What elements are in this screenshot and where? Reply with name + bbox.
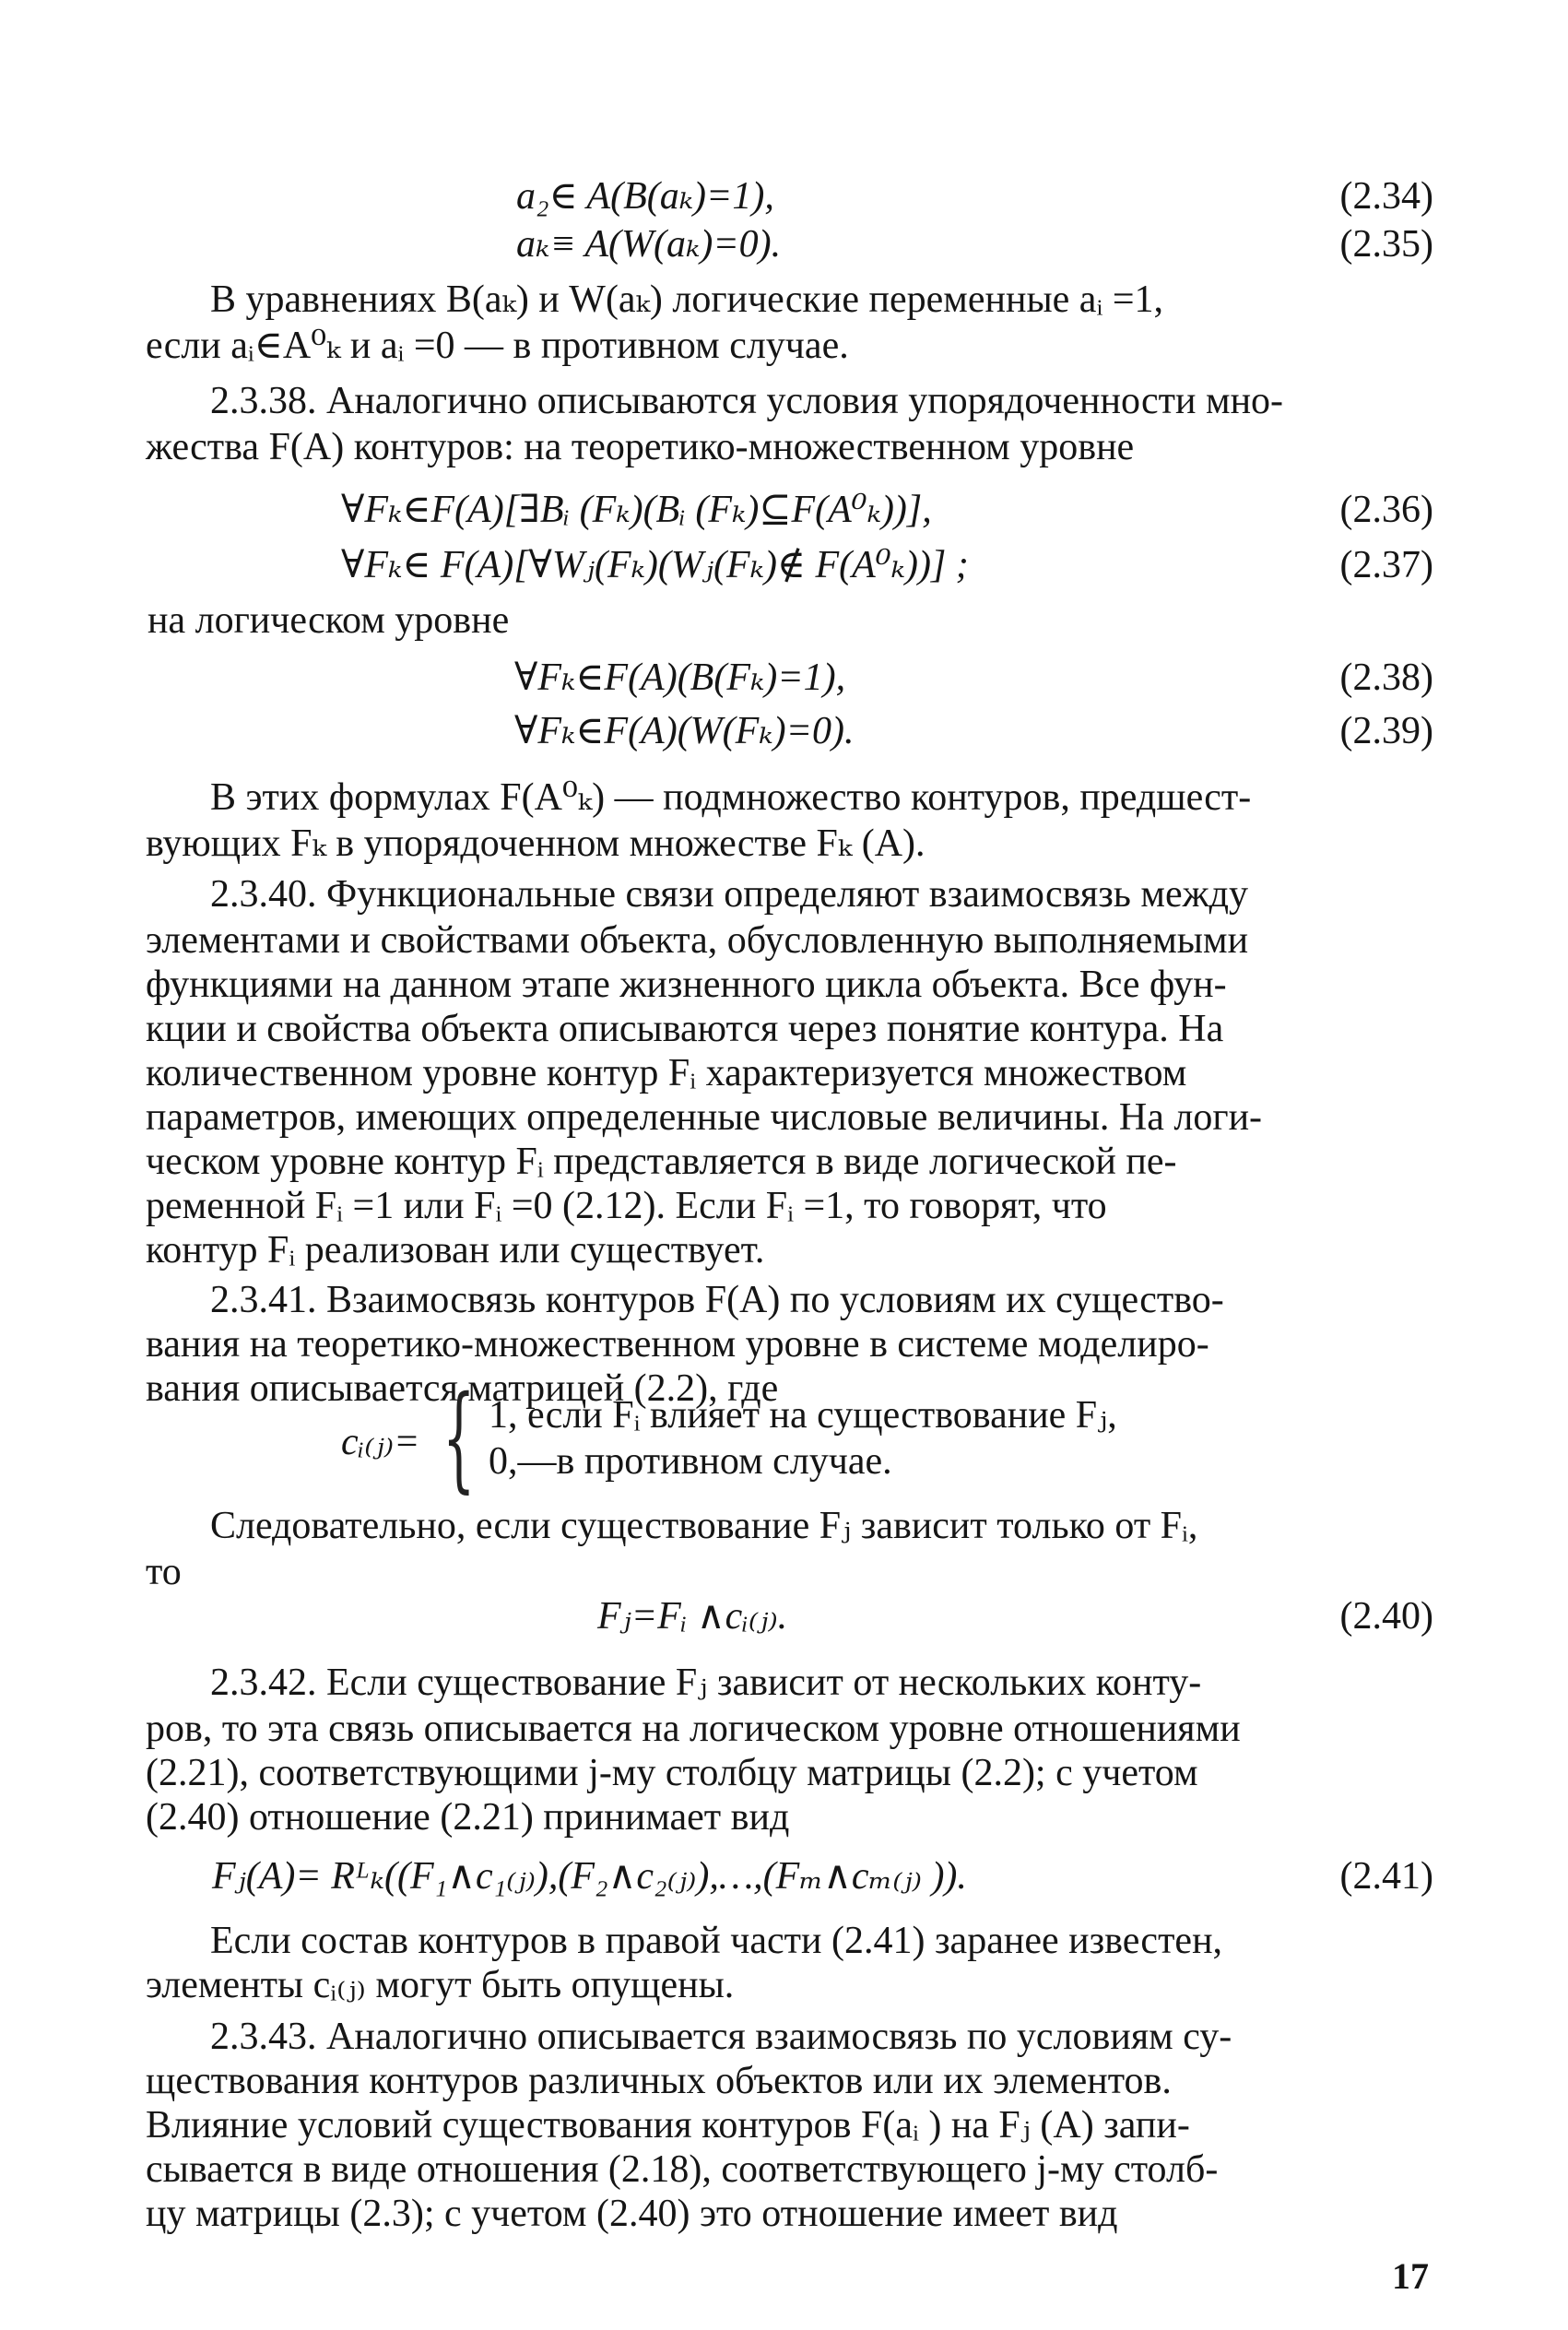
- piecewise-lhs: cᵢ₍ⱼ₎=: [341, 1421, 420, 1463]
- text-line: (2.21), соответствующими j-му столбцу матрицы (2.2); с учетом: [146, 1752, 1198, 1794]
- text-line: то: [146, 1551, 182, 1593]
- text-line: Если состав контуров в правой части (2.41) заранее известен,: [210, 1920, 1223, 1962]
- text-line: 2.3.43. Аналогично описывается взаимосвязь по условиям су-: [210, 2016, 1232, 2058]
- equation-number: (2.37): [1339, 544, 1433, 586]
- text-line: В уравнениях B(aₖ) и W(aₖ) логические переменные aᵢ =1,: [210, 278, 1164, 321]
- equation-2-36: [341, 487, 1433, 533]
- equation-number: (2.34): [1339, 175, 1433, 218]
- text-line: элементы cᵢ₍ⱼ₎ могут быть опущены.: [146, 1964, 735, 2006]
- text-line: 2.3.38. Аналогично описываются условия упорядоченности мно-: [210, 380, 1284, 422]
- equation-formula: aₖ≡ A(W(aₖ)=0).: [516, 223, 782, 266]
- text-line: (2.40) отношение (2.21) принимает вид: [146, 1796, 790, 1839]
- equation-2-39: [514, 708, 1433, 754]
- equation-2-41: [212, 1853, 1433, 1899]
- text-line: 2.3.42. Если существование Fⱼ зависит от нескольких конту-: [210, 1662, 1202, 1704]
- text-line: функциями на данном этапе жизненного цикла объекта. Все фун-: [146, 964, 1227, 1006]
- text-line: на логическом уровне: [147, 599, 510, 642]
- text-line: вания на теоретико-множественном уровне в системе моделиро-: [146, 1323, 1209, 1366]
- text-line: 2.3.40. Функциональные связи определяют взаимосвязь между: [210, 873, 1249, 916]
- text-line: ществования контуров различных объектов или их элементов.: [146, 2060, 1172, 2102]
- equation-formula: Fⱼ(A)= Rᴸₖ((F₁∧c₁₍ⱼ₎),(F₂∧c₂₍ⱼ₎),…,(Fₘ∧cₘ₍ⱼ₎ )).: [212, 1855, 967, 1898]
- text-line: параметров, имеющих определенные числовые величины. На логи-: [146, 1096, 1263, 1139]
- equation-number: (2.39): [1339, 710, 1433, 752]
- equation-2-35: [516, 221, 1433, 267]
- text-line: жества F(A) контуров: на теоретико-множественном уровне: [146, 426, 1135, 468]
- piecewise-case: 0,—в противном случае.: [489, 1440, 892, 1483]
- equation-2-40: [597, 1593, 1433, 1639]
- text-line: ров, то эта связь описывается на логическом уровне отношениями: [146, 1708, 1241, 1750]
- equation-2-38: [514, 655, 1433, 701]
- equation-number: (2.38): [1339, 656, 1433, 699]
- equation-formula: ∀Fₖ∈ F(A)[∀Wⱼ(Fₖ)(Wⱼ(Fₖ)∉ F(A⁰ₖ))] ;: [341, 544, 969, 586]
- text-line: Влияние условий существования контуров F(aᵢ ) на Fⱼ (A) запи-: [146, 2104, 1190, 2147]
- text-line: В этих формулах F(A⁰ₖ) — подмножество контуров, предшест-: [210, 776, 1252, 819]
- text-line: кции и свойства объекта описываются через понятие контура. На: [146, 1008, 1224, 1050]
- equation-formula: a₂∈ A(B(aₖ)=1),: [516, 175, 774, 218]
- text-line: элементами и свойствами объекта, обусловленную выполняемыми: [146, 919, 1249, 962]
- equation-formula: Fⱼ=Fᵢ ∧cᵢ₍ⱼ₎.: [597, 1595, 788, 1638]
- text-line: 2.3.41. Взаимосвязь контуров F(A) по условиям их существо-: [210, 1279, 1224, 1321]
- equation-formula: ∀Fₖ∈F(A)(B(Fₖ)=1),: [514, 656, 846, 699]
- text-line: ременной Fᵢ =1 или Fᵢ =0 (2.12). Если Fᵢ =1, то говорят, что: [146, 1185, 1107, 1227]
- equation-formula: ∀Fₖ∈F(A)(W(Fₖ)=0).: [514, 710, 855, 752]
- text-line: контур Fᵢ реализован или существует.: [146, 1229, 765, 1271]
- text-line: если aᵢ∈A⁰ₖ и aᵢ =0 — в противном случае.: [146, 325, 849, 367]
- equation-number: (2.41): [1339, 1855, 1433, 1898]
- equation-2-37: [341, 542, 1433, 588]
- text-line: Следовательно, если существование Fⱼ зависит только от Fᵢ,: [210, 1505, 1198, 1547]
- text-line: вания описывается матрицей (2.2), где: [146, 1367, 779, 1410]
- equation-number: (2.36): [1339, 489, 1433, 531]
- text-line: сывается в виде отношения (2.18), соответствующего j-му столб-: [146, 2148, 1219, 2191]
- equation-number: (2.40): [1339, 1595, 1433, 1638]
- text-line: цу матрицы (2.3); с учетом (2.40) это отношение имеет вид: [146, 2193, 1118, 2235]
- text-line: вующих Fₖ в упорядоченном множестве Fₖ (A).: [146, 822, 925, 865]
- curly-brace: {: [442, 1372, 476, 1505]
- equation-2-34: [516, 173, 1433, 219]
- piecewise-case: 1, если Fᵢ влияет на существование Fⱼ,: [489, 1394, 1117, 1437]
- text-line: ческом уровне контур Fᵢ представляется в виде логической пе-: [146, 1141, 1177, 1183]
- equation-formula: ∀Fₖ∈F(A)[∃Bᵢ (Fₖ)(Bᵢ (Fₖ)⊆F(A⁰ₖ))],: [341, 489, 932, 531]
- text-line: количественном уровне контур Fᵢ характеризуется множеством: [146, 1052, 1187, 1094]
- page-number: 17: [1392, 2255, 1429, 2297]
- equation-number: (2.35): [1339, 223, 1433, 266]
